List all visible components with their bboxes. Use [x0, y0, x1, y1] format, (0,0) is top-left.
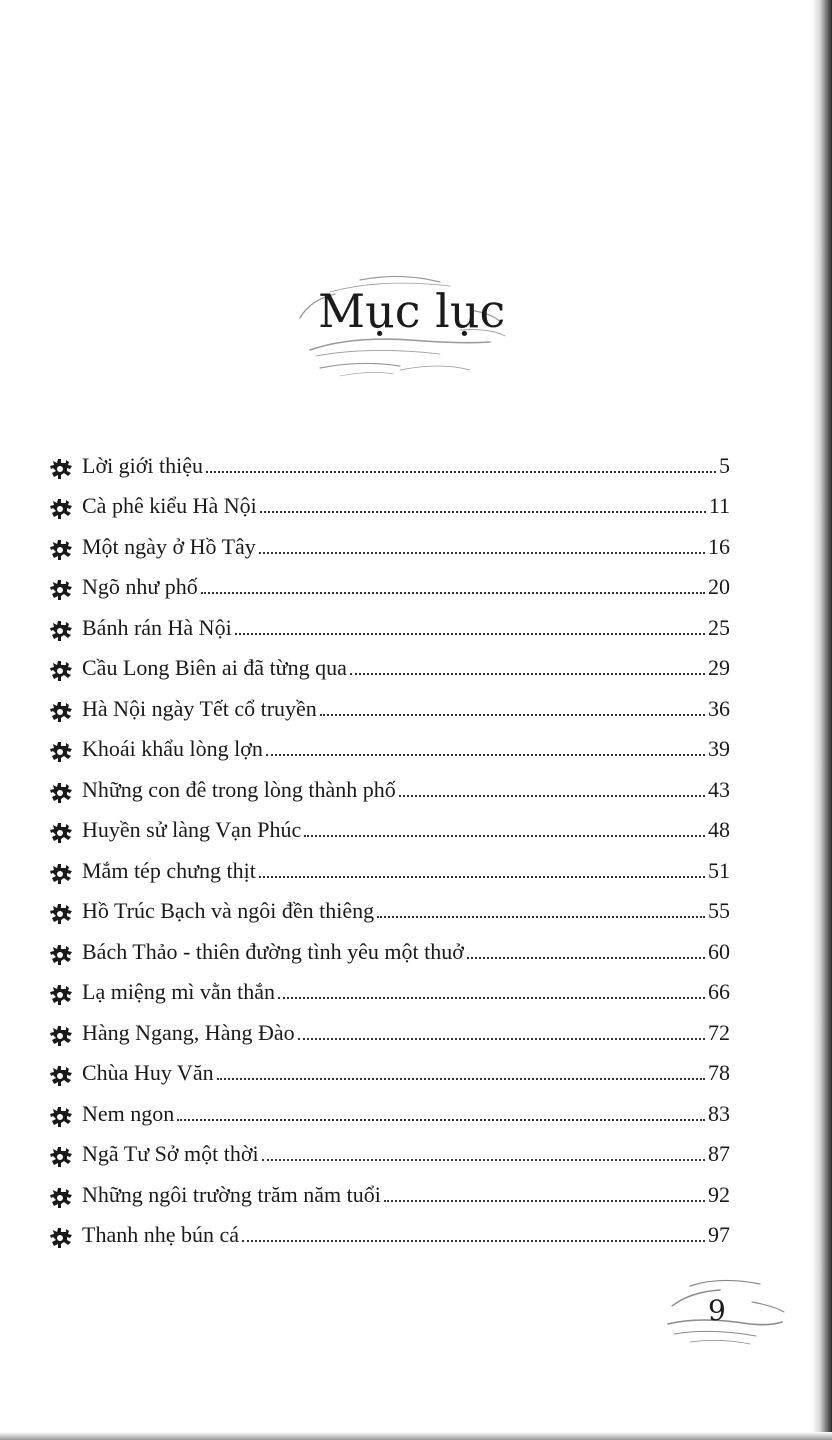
- toc-entry-page: 78: [708, 1060, 730, 1085]
- toc-entry: [48, 1044, 730, 1085]
- toc-entry: [48, 558, 730, 599]
- toc-entry-page: 11: [708, 493, 730, 518]
- dot-leader: [266, 754, 705, 756]
- ornament-bullet-icon: [48, 1064, 76, 1088]
- ornament-bullet-icon: [48, 659, 76, 683]
- toc-entry-page: 51: [708, 857, 730, 883]
- toc-entry-title: Cà phê kiểu Hà Nội: [82, 493, 257, 518]
- dot-leader: [235, 633, 705, 635]
- ornament-bullet-icon: [48, 1105, 76, 1129]
- dot-leader: [304, 835, 705, 837]
- page-title: Mục lục: [318, 284, 506, 338]
- toc-entry-page: 5: [719, 452, 730, 478]
- toc-entry-page: 43: [708, 776, 730, 802]
- toc-entry-title: Nem ngon: [82, 1100, 175, 1126]
- toc-entry-title: Lạ miệng mì vằn thắn: [82, 979, 276, 1004]
- page-edge-shadow: [812, 0, 832, 1440]
- ornament-bullet-icon: [48, 983, 76, 1007]
- toc-entry: [48, 963, 730, 1004]
- toc-entry-page: 97: [708, 1222, 730, 1247]
- ornament-bullet-icon: [48, 1145, 76, 1169]
- toc-entry-page: 66: [708, 979, 730, 1004]
- dot-leader: [260, 511, 706, 513]
- toc-entry-title: Thanh nhẹ bún cá: [82, 1222, 239, 1247]
- toc-entry-title: Khoái khẩu lòng lợn: [82, 736, 263, 761]
- ornament-bullet-icon: [48, 497, 76, 521]
- toc-entry-title: Cầu Long Biên ai đã từng qua: [82, 655, 347, 680]
- page-number: 9: [708, 1294, 726, 1327]
- toc-entry: [48, 639, 730, 680]
- toc-entry-title: Bánh rán Hà Nội: [82, 614, 232, 640]
- toc-entry-title: Hồ Trúc Bạch và ngôi đền thiêng: [82, 898, 375, 923]
- toc-entry: [48, 1084, 730, 1125]
- toc-entry: [48, 720, 730, 761]
- dot-leader: [206, 471, 716, 473]
- ornament-bullet-icon: [48, 700, 76, 724]
- ornament-bullet-icon: [48, 821, 76, 845]
- dot-leader: [259, 552, 705, 554]
- toc-entry-title: Hà Nội ngày Tết cổ truyền: [82, 695, 317, 721]
- title-block: [290, 270, 510, 390]
- toc-entry-page: 36: [708, 695, 730, 721]
- toc-entry-title: Những ngôi trường trăm năm tuổi: [82, 1181, 381, 1207]
- ornament-bullet-icon: [48, 538, 76, 562]
- page-number-block: [660, 1272, 790, 1352]
- dot-leader: [201, 592, 705, 594]
- ornament-bullet-icon: [48, 578, 76, 602]
- toc-entry-title: Chùa Huy Văn: [82, 1060, 214, 1085]
- toc-entry: [48, 1206, 730, 1247]
- dot-leader: [259, 876, 705, 878]
- toc-entry-page: 25: [708, 614, 730, 640]
- dot-leader: [177, 1119, 705, 1121]
- toc-entry-title: Ngã Tư Sở một thời: [82, 1141, 259, 1166]
- toc-entry-page: 20: [708, 574, 730, 599]
- toc-entry-page: 83: [708, 1100, 730, 1126]
- dot-leader: [217, 1078, 705, 1080]
- toc-entry-page: 60: [708, 938, 730, 964]
- toc-entry-page: 72: [708, 1019, 730, 1045]
- table-of-contents: [48, 436, 730, 1246]
- ornament-bullet-icon: [48, 740, 76, 764]
- dot-leader: [350, 673, 705, 675]
- dot-leader: [377, 916, 705, 918]
- ornament-bullet-icon: [48, 457, 76, 481]
- toc-entry-title: Lời giới thiệu: [82, 452, 204, 478]
- toc-entry: [48, 598, 730, 639]
- toc-entry-page: 87: [708, 1141, 730, 1166]
- dot-leader: [467, 957, 705, 959]
- dot-leader: [384, 1200, 705, 1202]
- toc-entry-title: Bách Thảo - thiên đường tình yêu một thuở: [82, 938, 464, 964]
- ornament-bullet-icon: [48, 902, 76, 926]
- dot-leader: [262, 1159, 705, 1161]
- dot-leader: [399, 795, 705, 797]
- toc-entry-page: 39: [708, 736, 730, 761]
- toc-entry: [48, 477, 730, 518]
- toc-entry-page: 92: [708, 1181, 730, 1207]
- toc-entry: [48, 517, 730, 558]
- toc-entry: [48, 801, 730, 842]
- ornament-bullet-icon: [48, 1024, 76, 1048]
- toc-entry: [48, 1165, 730, 1206]
- ornament-bullet-icon: [48, 943, 76, 967]
- toc-entry: [48, 1125, 730, 1166]
- dot-leader: [278, 997, 705, 999]
- page-bottom-shadow: [0, 1432, 832, 1440]
- toc-entry: [48, 882, 730, 923]
- toc-entry: [48, 1003, 730, 1044]
- toc-entry-title: Huyền sử làng Vạn Phúc: [82, 817, 302, 842]
- ornament-bullet-icon: [48, 619, 76, 643]
- dot-leader: [320, 714, 705, 716]
- toc-entry-page: 48: [708, 817, 730, 842]
- ornament-bullet-icon: [48, 781, 76, 805]
- toc-entry: [48, 922, 730, 963]
- dot-leader: [298, 1038, 705, 1040]
- ornament-bullet-icon: [48, 1226, 76, 1250]
- toc-entry: [48, 841, 730, 882]
- toc-entry-title: Ngõ như phố: [82, 574, 198, 599]
- toc-entry-page: 55: [708, 898, 730, 923]
- toc-entry: [48, 760, 730, 801]
- toc-entry: [48, 436, 730, 477]
- toc-entry-page: 29: [708, 655, 730, 680]
- ornament-bullet-icon: [48, 1186, 76, 1210]
- toc-entry-title: Hàng Ngang, Hàng Đào: [82, 1019, 295, 1045]
- dot-leader: [242, 1240, 705, 1242]
- toc-entry-title: Mắm tép chưng thịt: [82, 857, 256, 883]
- ornament-bullet-icon: [48, 862, 76, 886]
- toc-entry: [48, 679, 730, 720]
- toc-entry-page: 16: [708, 533, 730, 559]
- toc-entry-title: Những con đê trong lòng thành phố: [82, 776, 396, 802]
- toc-entry-title: Một ngày ở Hồ Tây: [82, 533, 256, 559]
